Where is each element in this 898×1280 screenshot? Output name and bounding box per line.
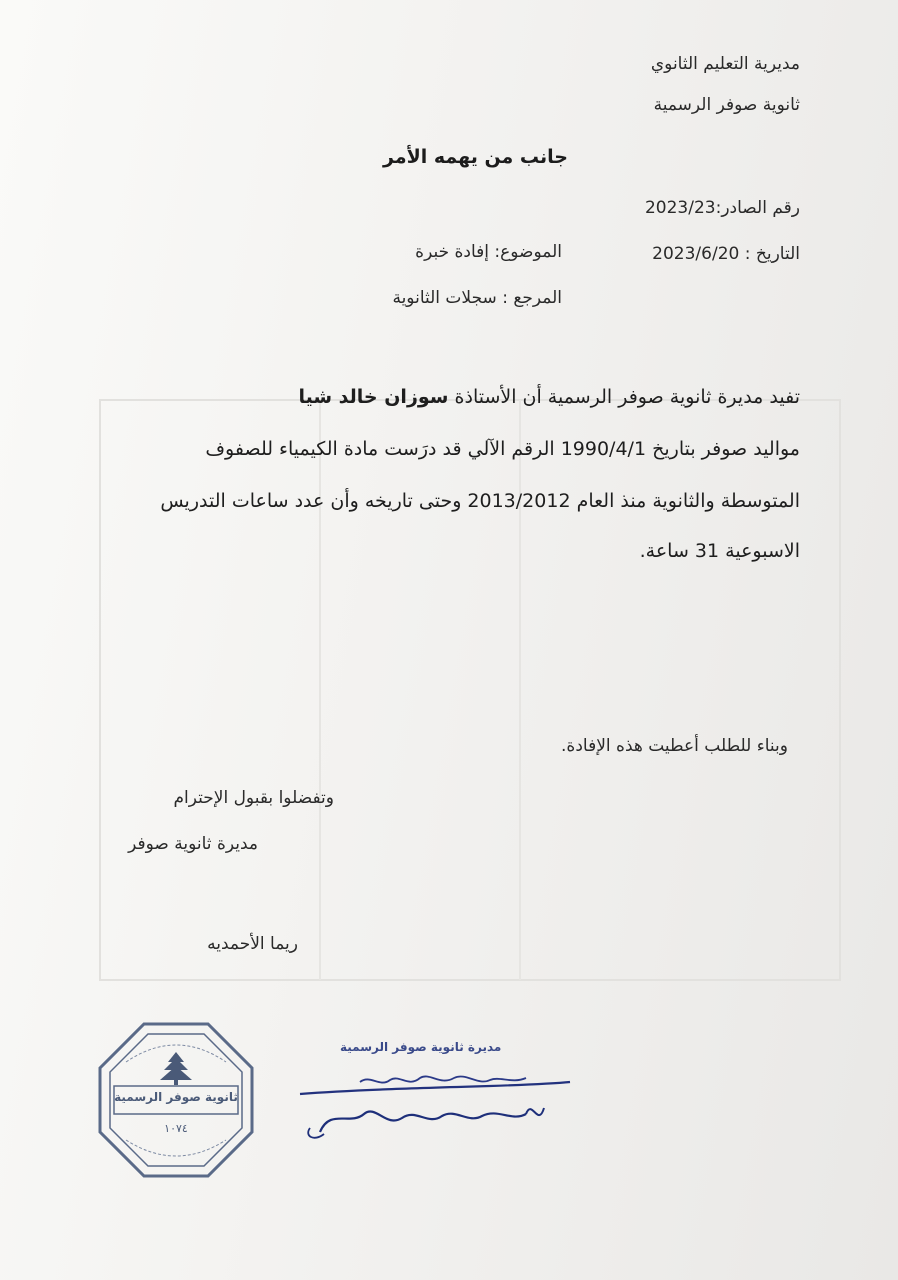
teacher-name: سوزان خالد شيا [298, 386, 449, 408]
outgoing-number: رقم الصادر:2023/23 [644, 198, 800, 218]
body-line-2: مواليد صوفر بتاريخ 1990/4/1 الرقم الآلي قد درَست مادة الكيمياء للصفوف [205, 438, 800, 460]
directorate-name: مديرية التعليم الثانوي [650, 54, 800, 74]
body-line-1-text: تفيد مديرة ثانوية صوفر الرسمية أن الأستاذة [448, 386, 800, 408]
request-line: وبناء للطلب أعطيت هذه الإفادة. [561, 736, 788, 756]
school-name: ثانوية صوفر الرسمية [653, 95, 800, 115]
signer-name: ريما الأحمديه [207, 934, 298, 954]
official-stamp [98, 1022, 254, 1178]
body-line-3: المتوسطة والثانوية منذ العام 2013/2012 وحتى تاريخه وأن عدد ساعات التدريس [160, 490, 800, 512]
subject: الموضوع: إفادة خبرة [415, 242, 562, 262]
reference: المرجع : سجلات الثانوية [392, 288, 562, 308]
document-title: جانب من يهمه الأمر [383, 146, 568, 168]
respect-line: وتفضلوا بقبول الإحترام [173, 788, 334, 808]
seal-caption: مديرة ثانوية صوفر الرسمية [340, 1040, 502, 1054]
body-line-1 [298, 386, 800, 408]
handwritten-signature [290, 1068, 580, 1148]
stamp-school-label: ثانوية صوفر الرسمية [114, 1090, 238, 1104]
issue-date: التاريخ : 2023/6/20 [652, 244, 800, 264]
signer-title: مديرة ثانوية صوفر [128, 834, 258, 854]
stamp-number: ١٠٧٤ [164, 1122, 188, 1135]
body-line-4: الاسبوعية 31 ساعة. [639, 540, 800, 562]
bleed-through-background [80, 380, 860, 1000]
